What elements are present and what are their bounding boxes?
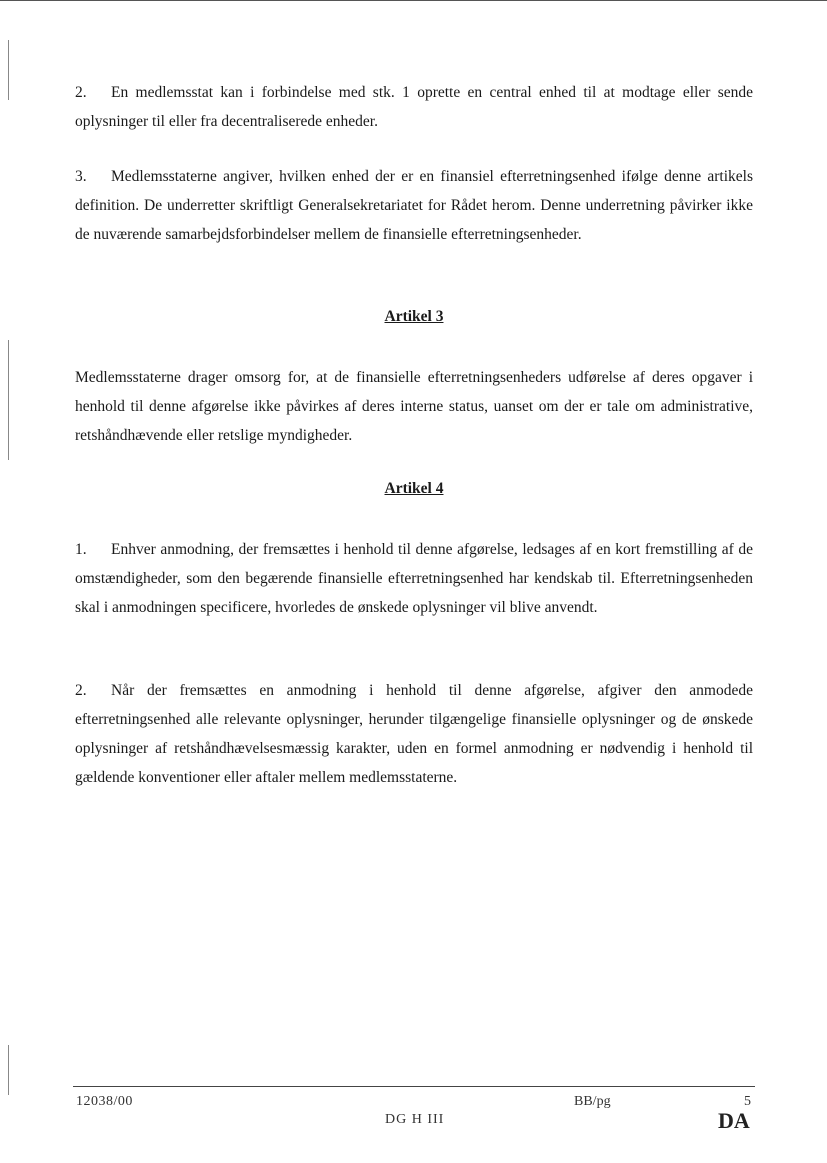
page-number: 5 [744, 1094, 751, 1109]
article-4-paragraph-2 [75, 676, 753, 792]
paragraph-number: 1. [75, 541, 87, 558]
paragraph-3 [75, 162, 753, 249]
paragraph-number: 2. [75, 84, 87, 101]
paragraph-number: 2. [75, 682, 87, 699]
directorate-general: DG H III [385, 1112, 445, 1127]
article-3-heading: Artikel 3 [384, 308, 444, 325]
paragraph-text: En medlemsstat kan i forbindelse med stk. 1 oprette en central enhed til at modtage eller sende oplysninger til eller fra decentraliserede enheder. [75, 84, 753, 130]
paragraph-text: Medlemsstaterne angiver, hvilken enhed der er en finansiel efterretningsenhed ifølge denne artikels definition. De underretter skriftligt Generalsekretariatet for Rådet herom. Denne underretning påvirker ikke de nuværende samarbejdsforbindelser mellem de finansielle efterretningsenheder. [75, 168, 753, 243]
footer-rule [73, 1086, 755, 1087]
scan-margin-mark [8, 40, 9, 100]
paragraph-text: Når der fremsættes en anmodning i henhold til denne afgørelse, afgiver den anmodede efterretningsenhed alle relevante oplysninger, herunder tilgængelige finansielle oplysninger og de ønskede oplysninger af retshåndhævelsesmæssig karakter, uden en formel anmodning er nødvendig i henhold til gældende konventioner eller aftaler mellem medlemsstaterne. [75, 682, 753, 786]
article-4-heading: Artikel 4 [384, 480, 444, 497]
language-code: DA [718, 1108, 750, 1133]
author-initials: BB/pg [574, 1094, 611, 1109]
paragraph-text: Enhver anmodning, der fremsættes i henhold til denne afgørelse, ledsages af en kort fremstilling af de omstændigheder, som den begærende finansielle efterretningsenhed har kendskab til. Efterretningsenheden skal i anmodningen specificere, hvorledes de ønskede oplysninger vil blive anvendt. [75, 541, 753, 616]
article-4-paragraph-1 [75, 535, 753, 622]
paragraph-number: 3. [75, 168, 87, 185]
paragraph-2 [75, 78, 753, 136]
article-3-paragraph [75, 363, 753, 450]
paragraph-text: Medlemsstaterne drager omsorg for, at de finansielle efterretningsenheders udførelse af deres opgaver i henhold til denne afgørelse ikke påvirkes af deres interne status, uanset om der er tale om administrative, retshåndhævende eller retslige myndigheder. [75, 369, 753, 444]
top-rule [0, 0, 827, 1]
scan-margin-mark [8, 340, 9, 460]
document-reference: 12038/00 [76, 1094, 133, 1109]
scan-margin-mark [8, 1045, 9, 1095]
